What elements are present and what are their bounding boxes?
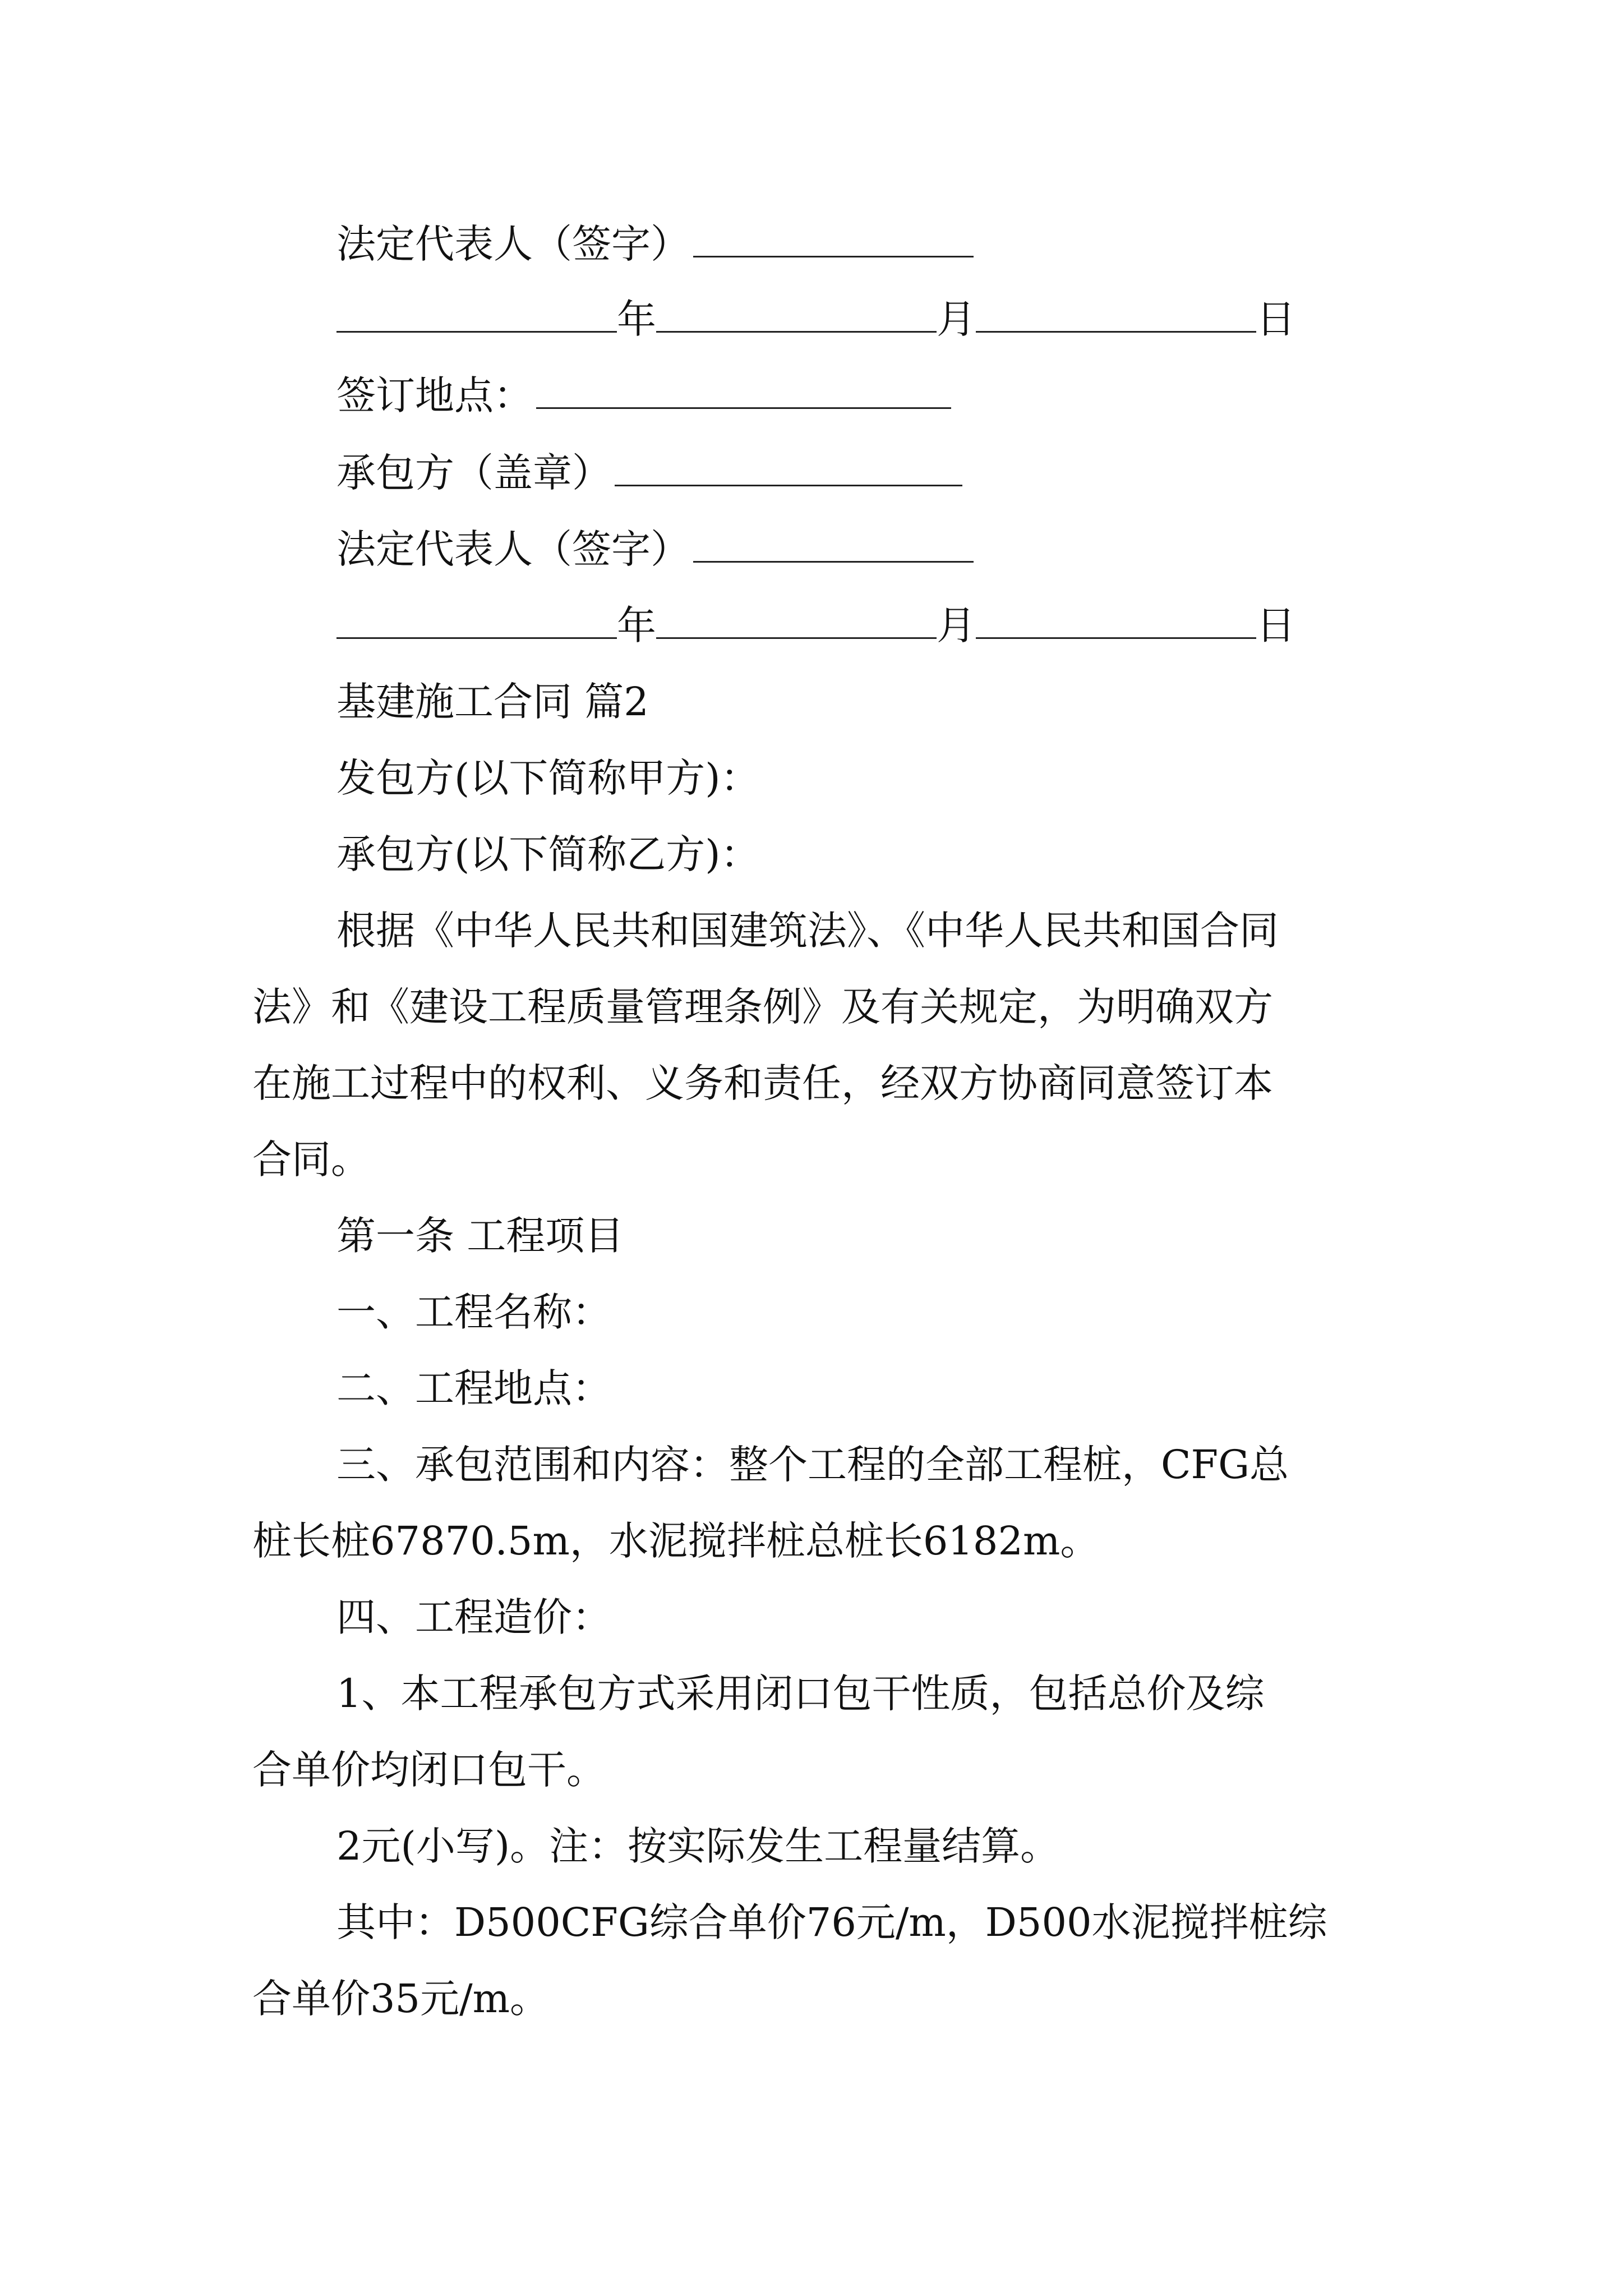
month-label: 月	[937, 296, 976, 342]
legal-rep-blank	[693, 222, 974, 257]
contractor-seal-line	[336, 442, 1391, 504]
contract-heading: 基建施工合同 篇2	[336, 679, 649, 725]
project-cost-item: 四、工程造价：	[336, 1594, 611, 1640]
preamble-line-2: 法》和《建设工程质量管理条例》及有关规定，为明确双方	[252, 984, 1273, 1030]
unit-price-line-1: 其中：D500CFG综合单价76元/m，D500水泥搅拌桩综	[336, 1899, 1327, 1945]
legal-rep-label-2: 法定代表人（签字）	[336, 526, 690, 572]
year-blank	[336, 296, 617, 333]
employer-line: 发包方(以下简称甲方)：	[336, 755, 760, 801]
day-blank	[976, 296, 1256, 333]
sign-place-line	[336, 365, 1391, 426]
scope-line-1: 三、承包范围和内容：整个工程的全部工程桩，CFG总	[336, 1442, 1289, 1488]
preamble-line-1: 根据《中华人民共和国建筑法》、《中华人民共和国合同	[336, 908, 1279, 954]
contractor-line: 承包方(以下简称乙方)：	[336, 831, 760, 877]
sign-place-blank	[536, 374, 951, 409]
day-blank-2	[976, 602, 1256, 639]
scope-line-2: 桩长桩67870.5m，水泥搅拌桩总桩长6182m。	[252, 1518, 1100, 1564]
date-line	[336, 288, 1391, 350]
unit-price-line-2: 合单价35元/m。	[252, 1976, 550, 2022]
day-label: 日	[1256, 296, 1295, 342]
contractor-seal-blank	[615, 451, 962, 486]
project-location-item: 二、工程地点：	[336, 1365, 611, 1411]
price-clause-1-line-2: 合单价均闭口包干。	[252, 1747, 606, 1793]
price-clause-2: 2元(小写)。注：按实际发生工程量结算。	[336, 1823, 1060, 1869]
date-line-2	[336, 595, 1391, 656]
month-blank	[656, 296, 937, 333]
preamble-line-4: 合同。	[252, 1137, 370, 1182]
year-label: 年	[617, 296, 656, 342]
month-blank-2	[656, 602, 937, 639]
project-name-item: 一、工程名称：	[336, 1289, 611, 1335]
year-blank-2	[336, 602, 617, 639]
legal-rep-signature-line-2	[336, 518, 1391, 580]
day-label-2: 日	[1256, 602, 1295, 648]
legal-rep-signature-line	[336, 213, 1391, 275]
sign-place-label: 签订地点：	[336, 372, 533, 418]
legal-rep-label: 法定代表人（签字）	[336, 221, 690, 267]
price-clause-1-line-1: 1、本工程承包方式采用闭口包干性质，包括总价及综	[336, 1671, 1265, 1717]
year-label-2: 年	[617, 602, 656, 648]
contractor-seal-label: 承包方（盖章）	[336, 450, 611, 496]
legal-rep-blank-2	[693, 527, 974, 563]
month-label-2: 月	[937, 602, 976, 648]
article1-title: 第一条 工程项目	[336, 1213, 624, 1259]
preamble-line-3: 在施工过程中的权利、义务和责任，经双方协商同意签订本	[252, 1060, 1273, 1106]
